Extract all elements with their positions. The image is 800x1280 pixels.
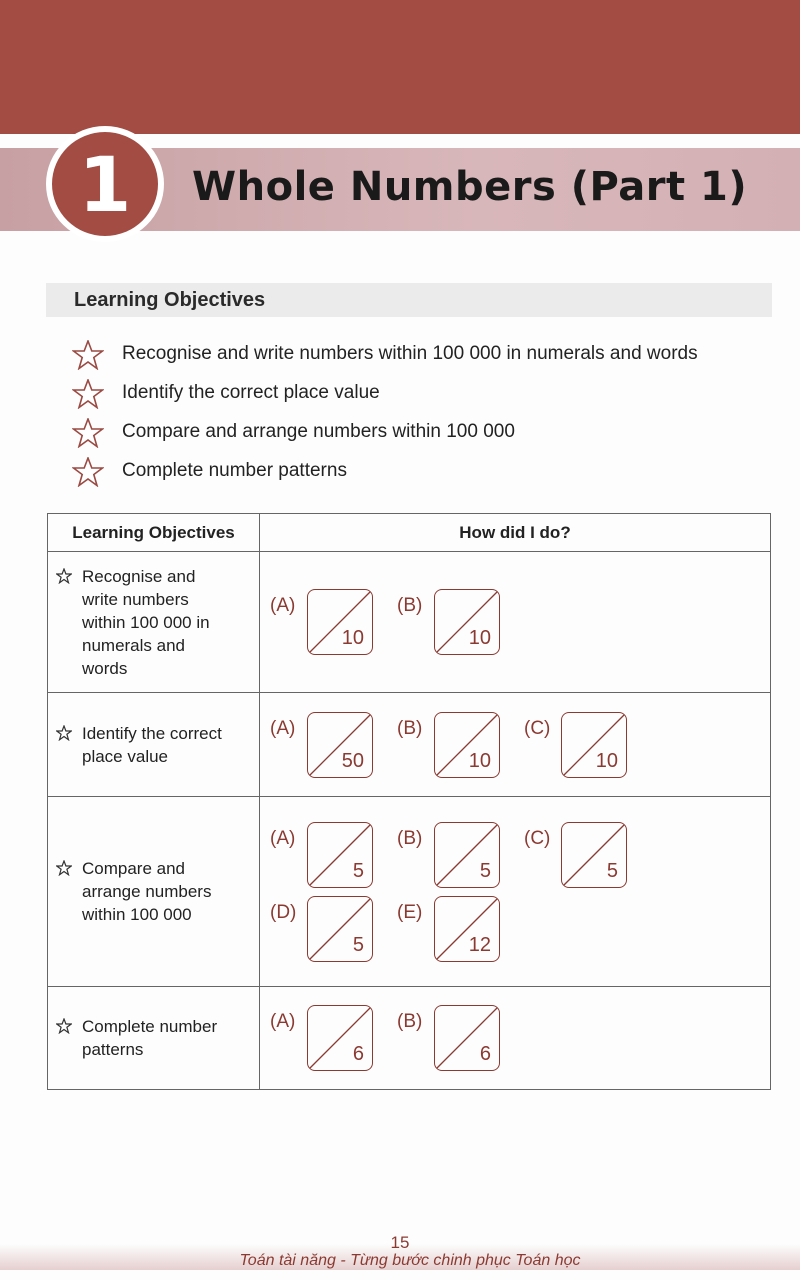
score-box[interactable]	[307, 589, 373, 655]
objective-text: Compare and arrange numbers within 100 000	[82, 859, 212, 924]
mark-total: 12	[468, 933, 491, 956]
objectives-list	[72, 340, 752, 496]
mark-total: 5	[352, 859, 364, 882]
mark-label: (A)	[270, 717, 296, 739]
marks-cell	[260, 987, 771, 1090]
series-title: Toán tài năng - Từng bước chinh phục Toán học	[239, 1252, 581, 1269]
mark-item	[270, 822, 397, 888]
header-band	[0, 0, 800, 134]
mark-label: (B)	[397, 595, 423, 616]
objective-cell	[48, 693, 260, 797]
mark-item	[524, 712, 651, 778]
mark-item	[397, 822, 524, 888]
score-box[interactable]	[561, 822, 627, 888]
mark-item	[270, 896, 397, 962]
mark-label: (E)	[397, 901, 423, 923]
star-icon	[72, 340, 104, 370]
mark-total: 6	[479, 1043, 491, 1065]
mark-item	[397, 896, 524, 962]
self-assessment-table	[47, 513, 771, 1090]
objective-text: Complete number patterns	[122, 460, 347, 481]
objective-item	[72, 379, 752, 409]
mark-total: 5	[352, 933, 364, 956]
mark-item	[397, 589, 524, 655]
page-number: 15	[390, 1233, 410, 1252]
star-icon	[56, 725, 72, 741]
star-icon	[72, 418, 104, 448]
table-row	[48, 552, 771, 693]
objective-text: Recognise and write numbers within 100 000 in numerals and words	[82, 566, 210, 678]
star-icon	[56, 860, 72, 876]
chapter-number: 1	[78, 139, 132, 229]
objective-item	[72, 418, 752, 448]
star-icon	[72, 379, 104, 409]
header-objectives: Learning Objectives	[48, 514, 260, 552]
mark-item	[524, 822, 651, 888]
mark-label: (A)	[270, 595, 296, 616]
mark-label: (B)	[397, 717, 423, 739]
score-box[interactable]	[307, 822, 373, 888]
mark-total: 6	[352, 1043, 364, 1065]
score-box[interactable]	[307, 712, 373, 778]
mark-item	[270, 712, 397, 778]
objective-cell	[48, 552, 260, 693]
star-icon	[72, 457, 104, 487]
mark-total: 50	[341, 749, 364, 772]
mark-label: (A)	[270, 1011, 296, 1032]
table-header-row	[48, 514, 771, 552]
mark-label: (D)	[270, 901, 297, 923]
mark-label: (B)	[397, 827, 423, 849]
marks-cell	[260, 552, 771, 693]
mark-total: 10	[468, 627, 491, 649]
marks-cell	[260, 797, 771, 987]
score-box[interactable]	[561, 712, 627, 778]
mark-label: (C)	[524, 717, 551, 739]
mark-item	[397, 712, 524, 778]
objective-item	[72, 457, 752, 487]
chapter-title: Whole Numbers (Part 1)	[192, 164, 748, 210]
score-box[interactable]	[307, 1005, 373, 1071]
mark-total: 10	[341, 627, 364, 649]
objective-text: Identify the correct place value	[122, 382, 380, 403]
marks-cell	[260, 693, 771, 797]
mark-total: 5	[606, 859, 618, 882]
objective-text: Identify the correct place value	[82, 723, 222, 766]
mark-item	[397, 1005, 524, 1071]
mark-total: 10	[468, 749, 491, 772]
mark-item	[270, 1005, 397, 1071]
mark-total: 5	[479, 859, 491, 882]
objective-cell	[48, 987, 260, 1090]
mark-total: 10	[595, 749, 618, 772]
table-row	[48, 987, 771, 1090]
chapter-number-badge	[46, 126, 164, 242]
star-icon	[56, 568, 72, 584]
objective-text: Compare and arrange numbers within 100 000	[122, 421, 515, 442]
score-box[interactable]	[434, 822, 500, 888]
star-icon	[56, 1018, 72, 1034]
score-box[interactable]	[307, 896, 373, 962]
header-how-did-i-do: How did I do?	[260, 514, 771, 552]
mark-label: (B)	[397, 1011, 423, 1032]
score-box[interactable]	[434, 712, 500, 778]
objectives-heading: Learning Objectives	[74, 289, 266, 311]
mark-label: (A)	[270, 827, 296, 849]
score-box[interactable]	[434, 589, 500, 655]
score-box[interactable]	[434, 896, 500, 962]
objectives-heading-bar	[46, 283, 772, 317]
objective-cell	[48, 797, 260, 987]
objective-item	[72, 340, 752, 370]
table-row	[48, 797, 771, 987]
score-box[interactable]	[434, 1005, 500, 1071]
objective-text: Complete number patterns	[82, 1017, 218, 1059]
mark-item	[270, 589, 397, 655]
objective-text: Recognise and write numbers within 100 000 in numerals and words	[122, 343, 698, 364]
mark-label: (C)	[524, 827, 551, 849]
table-row	[48, 693, 771, 797]
